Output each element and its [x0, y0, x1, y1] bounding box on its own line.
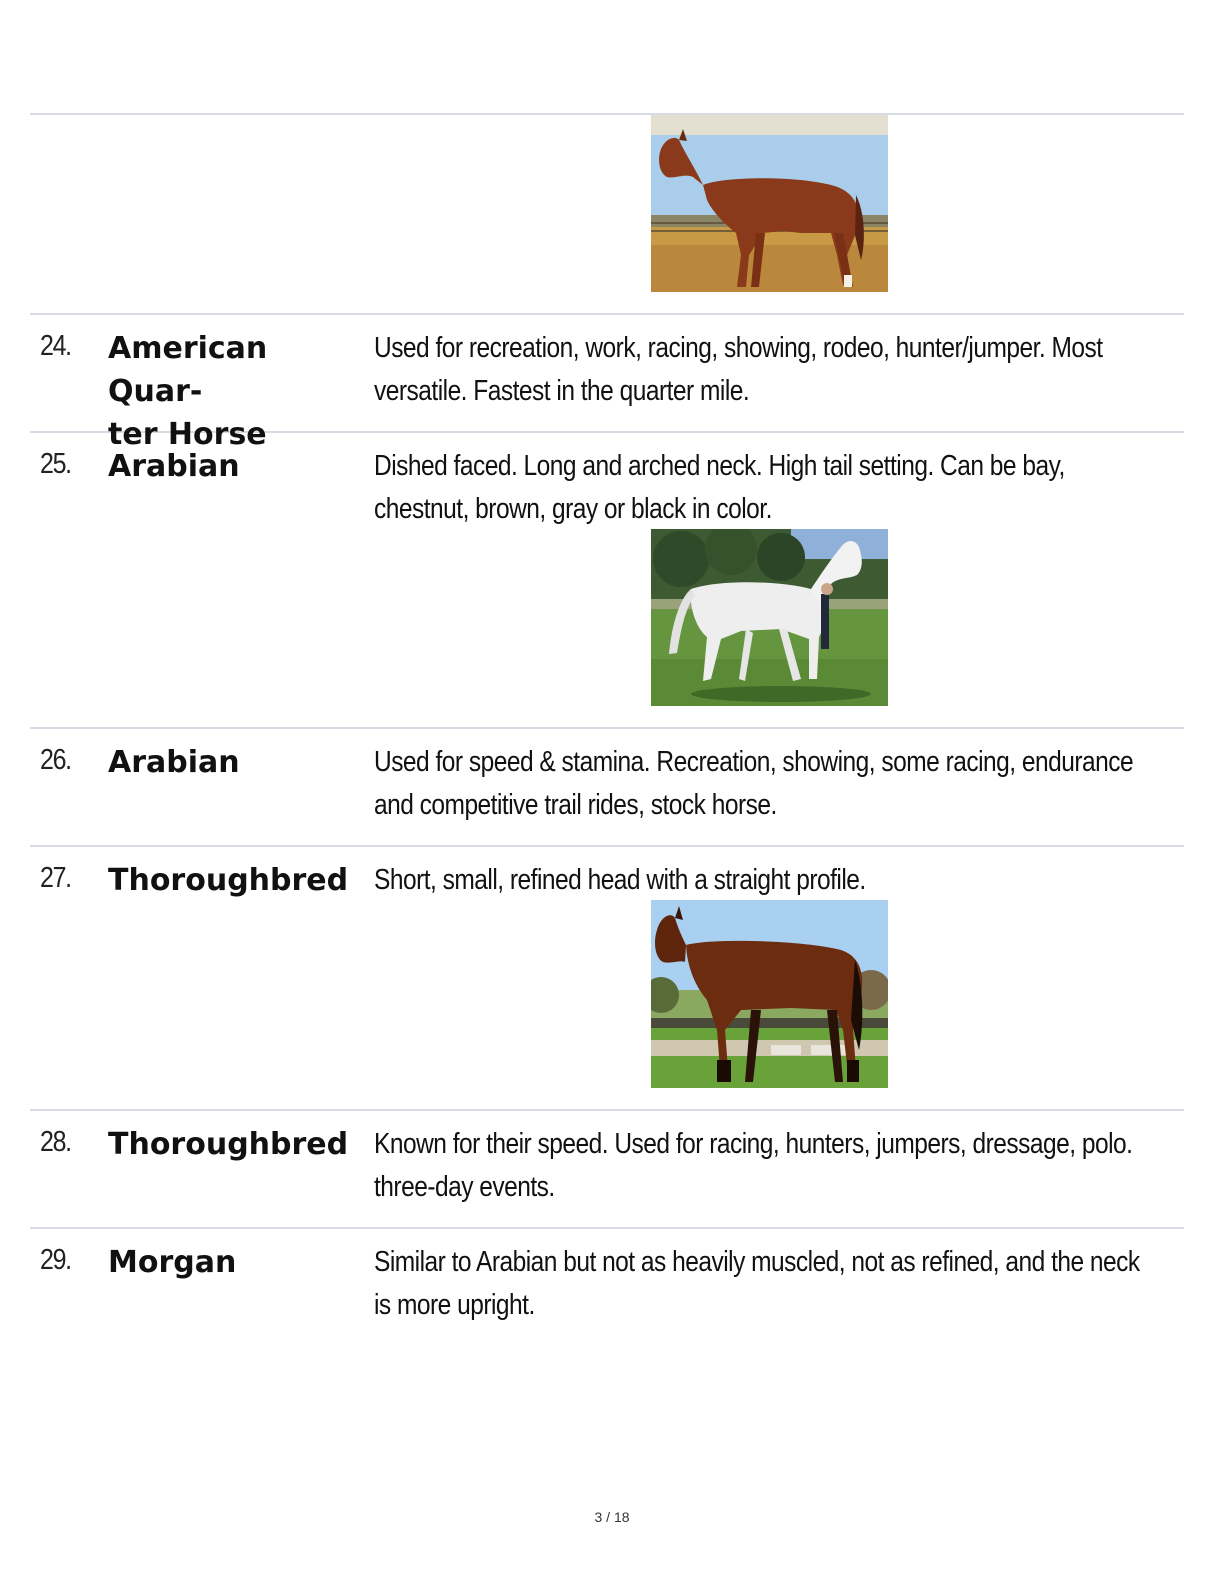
breed-name: Arabian: [108, 449, 240, 484]
breed-description: Dished faced. Long and arched neck. High tail setting. Can be bay, chestnut, brown, gray or black in color.: [374, 450, 1065, 525]
breed-name: [108, 327, 358, 456]
entry-number: 27.: [40, 862, 71, 894]
breed-name: Arabian: [108, 745, 240, 780]
breed-description: Known for their speed. Used for racing, hunters, jumpers, dressage, polo. three-day events.: [374, 1128, 1133, 1203]
row-divider: [30, 313, 1184, 315]
page-number: 3 / 18: [594, 1509, 630, 1525]
breed-description: Used for speed & stamina. Recreation, showing, some racing, endurance and competitive trail rides, stock horse.: [374, 746, 1134, 821]
row-divider: [30, 1227, 1184, 1229]
breed-name: Thoroughbred: [108, 863, 349, 898]
entry-number: 26.: [40, 744, 71, 776]
arabian-horse-photo: [651, 529, 888, 706]
breed-description: Used for recreation, work, racing, showing, rodeo, hunter/jumper. Most versatile. Fastest in the quarter mile.: [374, 332, 1103, 407]
entry-number: 29.: [40, 1244, 71, 1276]
row-divider: [30, 727, 1184, 729]
row-divider: [30, 113, 1184, 115]
row-divider: [30, 845, 1184, 847]
breed-name-line-2: ter Horse: [108, 417, 267, 452]
entry-number: 28.: [40, 1126, 71, 1158]
quarter-horse-photo: [651, 115, 888, 292]
entry-number: 25.: [40, 448, 71, 480]
breed-name: Thoroughbred: [108, 1127, 349, 1162]
breed-name: Morgan: [108, 1245, 237, 1280]
breed-name-line-1: American Quar-: [108, 331, 268, 409]
entry-number: 24.: [40, 330, 71, 362]
thoroughbred-horse-photo: [651, 900, 888, 1088]
row-divider: [30, 1109, 1184, 1111]
breed-description: Short, small, refined head with a straight profile.: [374, 864, 866, 896]
breed-description: Similar to Arabian but not as heavily muscled, not as refined, and the neck is more upright.: [374, 1246, 1140, 1321]
